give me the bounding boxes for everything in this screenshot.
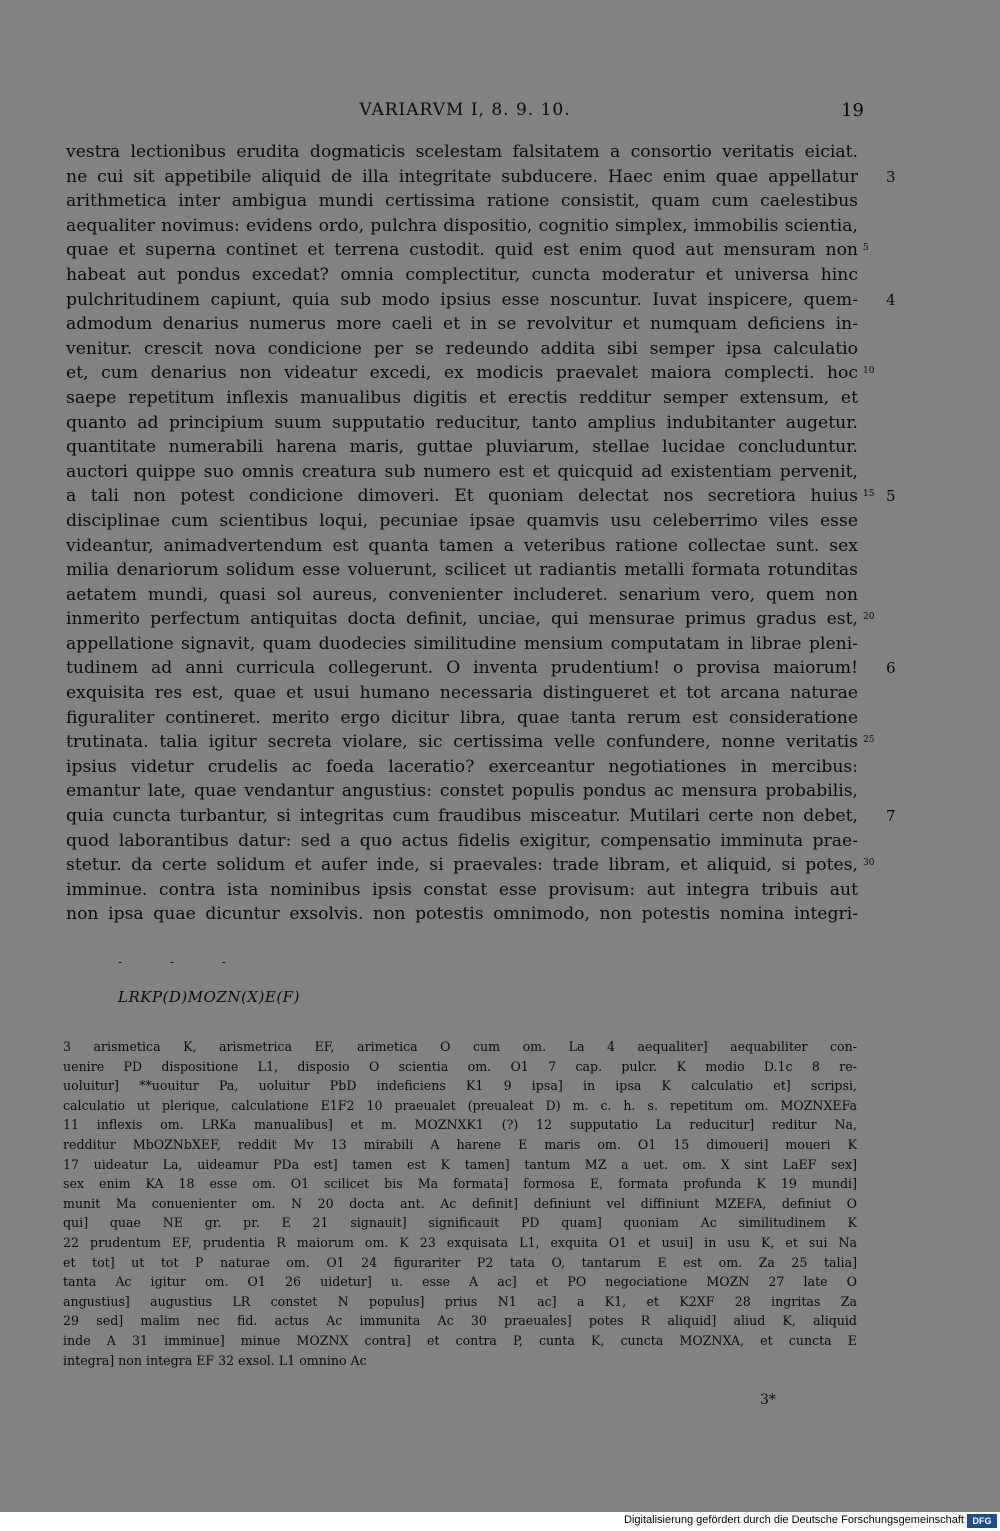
text-line — [66, 878, 858, 903]
text-line — [66, 140, 858, 165]
text-line — [66, 312, 858, 337]
apparatus-line: 29 sed] malim nec fid. actus Ac immunita Ac 30 praeuales] potes R aliquid] aliud K, aliquid — [63, 1313, 857, 1329]
main-text — [66, 140, 896, 927]
text-line-content: figuraliter contineret. merito ergo dicitur libra, quae tanta rerum est consideratione — [66, 707, 858, 728]
text-line-content: venitur. crescit nova condicione per se redeundo addita sibi semper ipsa calculatio — [66, 338, 858, 359]
text-line — [66, 263, 858, 288]
manuscript-sigla: LRKP(D)MOZN(X)E(F) — [118, 988, 300, 1006]
chapter-number: 6 — [886, 659, 896, 678]
apparatus-line: sex enim KA 18 esse om. O1 scilicet bis Ma formata] formosa E, formata profunda K 19 mundi] — [63, 1176, 857, 1192]
text-line — [66, 411, 858, 436]
apparatus-line: tanta Ac igitur om. O1 26 uidetur] u. esse A ac] et PO negociatione MOZN 27 late O — [63, 1274, 857, 1290]
apparatus-line: uenire PD dispositione L1, disposio O scientia om. O1 7 cap. pulcr. K modio D.1c 8 re- — [63, 1058, 857, 1074]
apparatus-line: integra] non integra EF 32 exsol. L1 omnino Ac — [63, 1352, 367, 1368]
text-line-content: milia denariorum solidum esse voluerunt, scilicet ut radiantis metalli formata rotunditas — [66, 560, 858, 581]
text-line — [66, 681, 858, 706]
text-line — [66, 902, 858, 927]
apparatus-line: inde A 31 imminue] minue MOZNX contra] et contra P, cunta K, cuncta MOZNXA, et cuncta E — [63, 1332, 857, 1348]
text-line — [66, 632, 858, 657]
funding-note: Digitalisierung gefördert durch die Deutsche Forschungsgemeinschaft — [624, 1514, 964, 1526]
text-line-content: aequaliter novimus: evidens ordo, pulchra dispositio, cognitio simplex, immobilis scientia, — [66, 215, 858, 236]
text-line-content: appellatione signavit, quam duodecies similitudine mensium computatam in librae pleni- — [66, 633, 858, 654]
text-line-content: ne cui sit appetibile aliquid de illa integritate subducere. Haec enim quae appellatur — [66, 166, 858, 187]
apparatus-line: et tot] ut tot P naturae om. O1 24 figurariter P2 tata O, tantarum E est om. Za 25 talia] — [63, 1254, 857, 1270]
text-line-content: ipsius videtur crudelis ac foeda laceratio? exerceantur negotiationes in mercibus: — [66, 756, 858, 777]
text-line-content: imminue. contra ista nominibus ipsis constat esse provisum: aut integra tribuis aut — [66, 879, 858, 900]
text-line-content: videantur, animadvertendum est quanta tamen a veteribus ratione collectae sunt. sex — [66, 535, 858, 556]
text-line-content: saepe repetitum inflexis manualibus digitis et erectis redditur semper extensum, et — [66, 387, 858, 408]
text-line — [66, 804, 896, 829]
running-title: VARIARVM I, 8. 9. 10. — [359, 100, 571, 120]
text-line-content: arithmetica inter ambigua mundi certissima ratione consistit, quam cum caelestibus — [66, 191, 858, 212]
text-line-content: aetatem mundi, quasi sol aureus, convenienter includeret. senarium vero, quem non — [66, 584, 858, 605]
text-line — [66, 534, 858, 559]
text-line — [66, 214, 858, 239]
apparatus-line: uoluitur] **uouitur Pa, uoluitur PbD indeficiens K1 9 ipsa] in ipsa K calculatio et] scripsi, — [63, 1078, 857, 1094]
text-line — [66, 484, 896, 509]
text-line — [66, 853, 875, 878]
text-line — [66, 779, 858, 804]
line-number: 10 — [863, 366, 875, 377]
text-line — [66, 509, 858, 534]
text-line-content: admodum denarius numerus more caeli et in se revolvitur et numquam deficiens in- — [66, 314, 858, 335]
text-line — [66, 755, 858, 780]
critical-apparatus — [63, 1037, 857, 1370]
text-line — [66, 829, 858, 854]
signature-mark: 3* — [760, 1392, 776, 1408]
chapter-number: 7 — [886, 807, 896, 826]
chapter-number: 5 — [886, 487, 896, 506]
text-line-content: a tali non potest condicione dimoveri. Et quoniam delectat nos secretiora huius — [66, 486, 858, 507]
text-line-content: inmerito perfectum antiquitas docta definit, unciae, qui mensurae primus gradus est, — [66, 609, 858, 630]
text-line-content: habeat aut pondus excedat? omnia complectitur, cuncta moderatur et universa hinc — [66, 264, 858, 285]
text-line-content: trutinata. talia igitur secreta violare, sic certissima velle confundere, nonne veritatis — [66, 732, 858, 753]
text-line — [66, 288, 896, 313]
text-line — [66, 337, 858, 362]
text-line-content: vestra lectionibus erudita dogmaticis scelestam falsitatem a consortio veritatis eiciat. — [66, 142, 858, 162]
footer-bar — [0, 1512, 1000, 1531]
text-line-content: disciplinae cum scientibus loqui, pecuniae ipsae quamvis usu celeberrimo viles esse — [66, 510, 858, 531]
text-line-content: et, cum denarius non videatur excedi, ex modicis praevalet maiora complecti. hoc — [66, 363, 858, 384]
text-line — [66, 558, 858, 583]
text-line — [66, 165, 896, 190]
text-line-content: auctori quippe suo omnis creatura sub numero est et quicquid ad existentiam pervenit, — [66, 461, 858, 482]
text-line — [66, 361, 875, 386]
text-line — [66, 730, 875, 755]
apparatus-line: redditur MbOZNbXEF, reddit Mv 13 mirabili A harene E maris om. O1 15 dimoueri] moueri K — [63, 1136, 857, 1152]
text-line — [66, 706, 858, 731]
chapter-number: 3 — [886, 167, 896, 186]
text-line-content: pulchritudinem capiunt, quia sub modo ipsius esse noscuntur. Iuvat inspicere, quem- — [66, 289, 858, 310]
dfg-logo: DFG — [967, 1514, 997, 1528]
text-line-content: quia cuncta turbantur, si integritas cum fraudibus misceatur. Mutilari certe non debet, — [66, 806, 858, 827]
text-line-content: quod laborantibus datur: sed a quo actus fidelis exigitur, compensatio imminuta prae- — [66, 830, 858, 851]
line-number: 5 — [863, 243, 869, 254]
line-number: 15 — [863, 489, 875, 500]
text-line — [66, 656, 896, 681]
text-line-content: tudinem ad anni curricula collegerunt. O inventa prudentium! o provisa maiorum! — [66, 658, 858, 679]
text-line — [66, 583, 858, 608]
separator-dashes: - - - — [118, 955, 248, 969]
apparatus-line: angustius] augustius LR constet N populus] prius N1 ac] a K1, et K2XF 28 ingritas Za — [63, 1293, 857, 1309]
apparatus-line: 17 uideatur La, uideamur PDa est] tamen est K tamen] tantum MZ a uet. om. X sint LaEF sex] — [63, 1156, 857, 1172]
text-line — [66, 607, 875, 632]
apparatus-line: munit Ma conuenienter om. N 20 docta ant. Ac definit] definiunt vel diffiniunt MZEFA, definiut O — [63, 1195, 857, 1211]
text-line — [66, 386, 858, 411]
text-line-content: exquisita res est, quae et usui humano necessaria distingueret et tot arcana naturae — [66, 683, 858, 704]
page-number: 19 — [841, 100, 864, 121]
apparatus-line: 22 prudentum EF, prudentia R maiorum om. K 23 exquisata L1, exquita O1 et usui] in usu K, et sui Na — [63, 1234, 857, 1250]
text-line-content: non ipsa quae dicuntur exsolvis. non potestis omnimodo, non potestis nomina integri- — [66, 904, 858, 925]
line-number: 30 — [863, 858, 875, 869]
apparatus-line: calculatio ut plerique, calculatione E1F2 10 praeualet (preualeat D) m. c. h. s. repetitum om. MOZNXEFa — [63, 1097, 857, 1113]
text-line — [66, 435, 858, 460]
text-line-content: emantur late, quae vendantur angustius: constet populis pondus ac mensura probabilis, — [66, 781, 858, 802]
text-line — [66, 238, 869, 263]
line-number: 20 — [863, 612, 875, 623]
text-line-content: quanto ad principium suum supputatio reducitur, tanto amplius indubitanter augetur. — [66, 412, 858, 433]
text-line — [66, 189, 858, 214]
text-line-content: stetur. da certe solidum et aufer inde, si praevales: trade libram, et aliquid, si potes, — [66, 855, 858, 876]
apparatus-line: 3 arismetica K, arismetrica EF, arimetica O cum om. La 4 aequaliter] aequabiliter con- — [63, 1039, 857, 1054]
text-line — [66, 460, 858, 485]
text-line-content: quae et superna continet et terrena custodit. quid est enim quod aut mensuram non — [66, 240, 858, 261]
line-number: 25 — [863, 735, 875, 746]
apparatus-line: 11 inflexis om. LRKa manualibus] et m. MOZNXK1 (?) 12 supputatio La reducitur] reditur Na, — [63, 1117, 857, 1133]
apparatus-line: qui] quae NE gr. pr. E 21 signauit] significauit PD quam] quoniam Ac similitudinem K — [63, 1215, 857, 1231]
text-line-content: quantitate numerabili harena maris, guttae pluviarum, stellae lucidae concluduntur. — [66, 437, 858, 458]
chapter-number: 4 — [886, 290, 896, 309]
